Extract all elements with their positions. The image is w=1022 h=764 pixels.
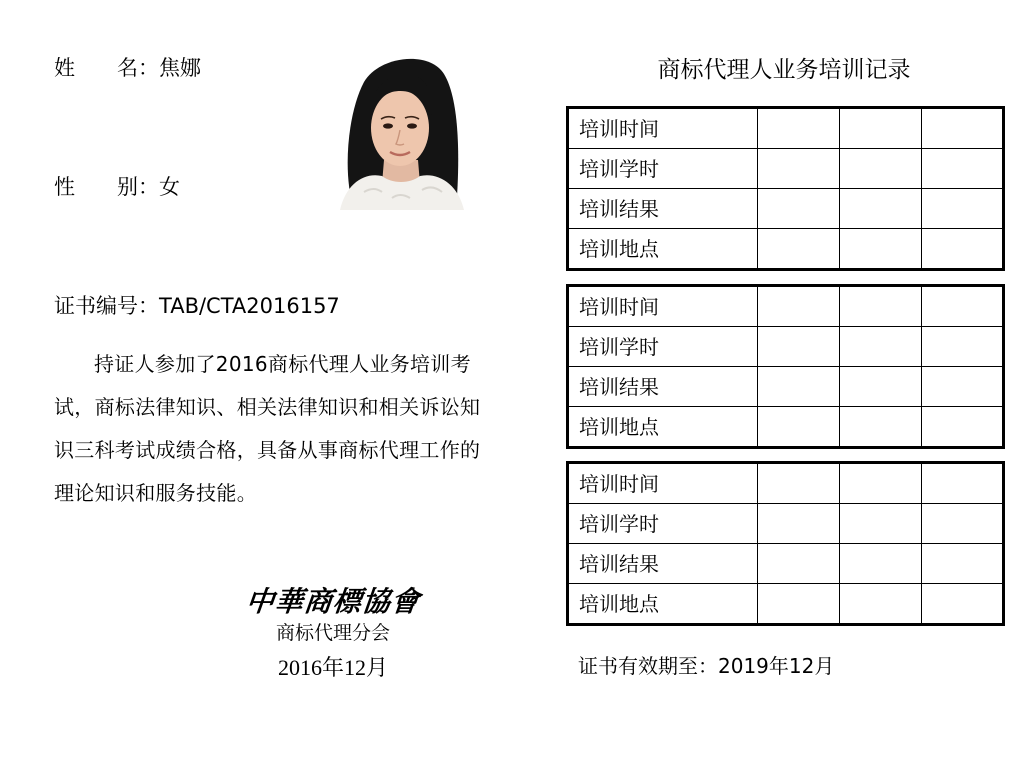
record-cell (758, 367, 840, 407)
record-cell (840, 229, 922, 270)
record-cell (922, 229, 1004, 270)
record-cell (840, 367, 922, 407)
table-row (568, 504, 1004, 544)
record-cell (758, 286, 840, 327)
row-label: 培训时间 (568, 286, 758, 327)
cert-number: TAB/CTA2016157 (159, 294, 340, 318)
record-cell (840, 189, 922, 229)
record-cell (758, 544, 840, 584)
table-row (568, 149, 1004, 189)
name-value: 焦娜 (159, 56, 201, 80)
training-record-table-3 (566, 461, 1005, 626)
record-cell (840, 286, 922, 327)
table-row (568, 286, 1004, 327)
record-cell (922, 544, 1004, 584)
cert-label: 证书编号： (54, 294, 159, 318)
row-label: 培训地点 (568, 229, 758, 270)
row-label: 培训学时 (568, 327, 758, 367)
record-cell (922, 463, 1004, 504)
record-cell (840, 544, 922, 584)
table-row (568, 189, 1004, 229)
cert-row (54, 294, 340, 318)
record-cell (758, 584, 840, 625)
row-label: 培训结果 (568, 189, 758, 229)
row-label: 培训学时 (568, 149, 758, 189)
record-cell (840, 149, 922, 189)
table-row (568, 407, 1004, 448)
validity-label: 证书有效期至： (578, 654, 718, 678)
record-cell (758, 327, 840, 367)
table-row (568, 463, 1004, 504)
row-label: 培训结果 (568, 544, 758, 584)
record-cell (922, 149, 1004, 189)
record-cell (758, 504, 840, 544)
record-cell (840, 327, 922, 367)
holder-photo (334, 52, 468, 210)
record-cell (922, 189, 1004, 229)
record-cell (922, 367, 1004, 407)
gender-label: 性 别： (54, 175, 159, 199)
record-cell (840, 463, 922, 504)
row-label: 培训时间 (568, 108, 758, 149)
record-cell (840, 584, 922, 625)
record-cell (758, 229, 840, 270)
table-row (568, 544, 1004, 584)
name-label: 姓 名： (54, 56, 159, 80)
row-label: 培训地点 (568, 584, 758, 625)
record-cell (922, 407, 1004, 448)
record-cell (840, 108, 922, 149)
training-record-table-1 (566, 106, 1005, 271)
record-cell (758, 407, 840, 448)
record-cell (840, 504, 922, 544)
record-cell (758, 108, 840, 149)
record-cell (922, 327, 1004, 367)
row-label: 培训地点 (568, 407, 758, 448)
gender-value: 女 (159, 175, 180, 199)
record-cell (922, 504, 1004, 544)
training-record-table-2 (566, 284, 1005, 449)
record-cell (758, 189, 840, 229)
row-label: 培训时间 (568, 463, 758, 504)
record-cell (922, 108, 1004, 149)
validity-date: 2019年12月 (718, 654, 835, 678)
record-cell (840, 407, 922, 448)
table-row (568, 108, 1004, 149)
validity-row (578, 654, 834, 678)
record-cell (758, 149, 840, 189)
row-label: 培训学时 (568, 504, 758, 544)
record-cell (922, 584, 1004, 625)
record-cell (758, 463, 840, 504)
table-row (568, 584, 1004, 625)
branch-name: 商标代理分会 (275, 623, 390, 644)
table-row (568, 327, 1004, 367)
record-cell (922, 286, 1004, 327)
row-label: 培训结果 (568, 367, 758, 407)
portrait-image (334, 52, 468, 210)
records-title: 商标代理人业务培训记录 (657, 57, 911, 83)
issue-date: 2016年12月 (277, 655, 388, 680)
table-row (568, 367, 1004, 407)
certificate-statement: 持证人参加了2016商标代理人业务培训考试，商标法律知识、相关法律知识和相关诉讼知识三科考试成绩合格，具备从事商标代理工作的理论知识和服务技能。 (54, 352, 481, 505)
table-row (568, 229, 1004, 270)
name-row (54, 56, 201, 80)
gender-row (54, 175, 180, 199)
association-logo-text: 中華商標協會 (244, 585, 422, 618)
